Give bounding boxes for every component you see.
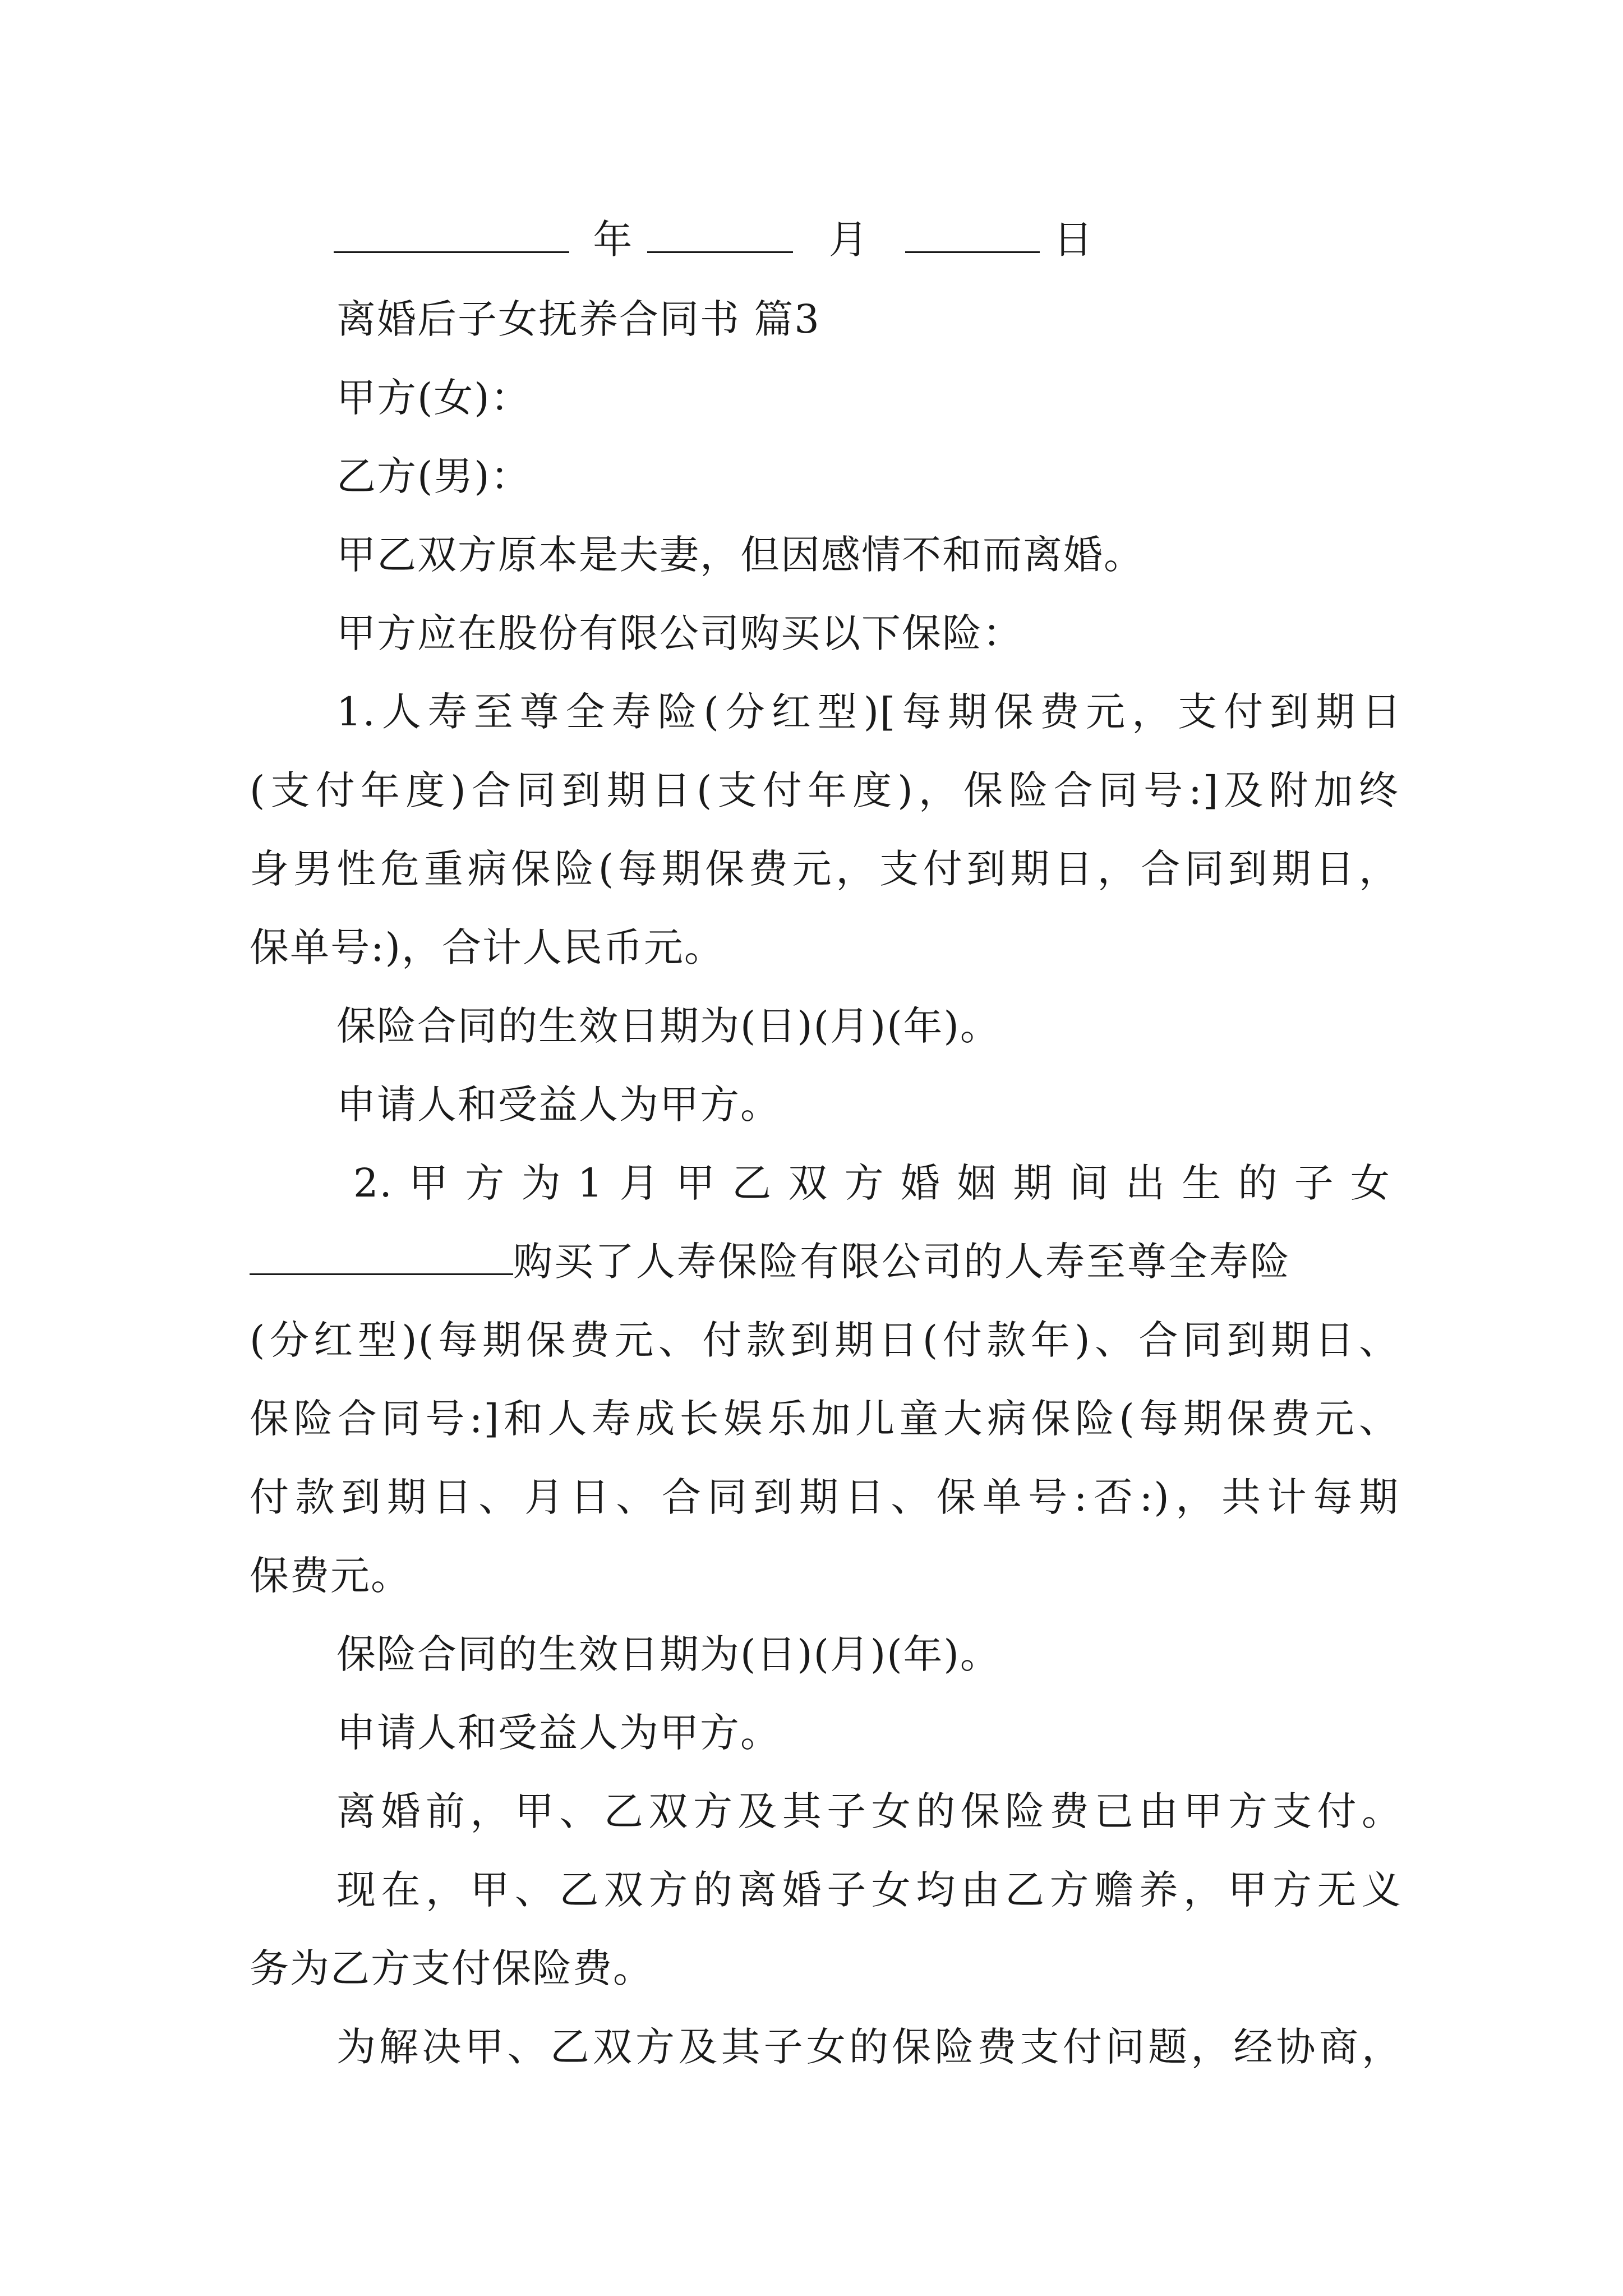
item2-line1: 2.甲方为1月甲乙双方婚姻期间出生的子女 [353, 1160, 1391, 1206]
item2-line2 [250, 1236, 1399, 1287]
item1-line3: 身男性危重病保险(每期保费元，支付到期日，合同到期日， [250, 846, 1399, 892]
day-label: 日 [1053, 217, 1094, 263]
date-line [334, 214, 1483, 265]
intro-paragraph: 甲乙双方原本是夫妻，但因感情不和而离婚。 [336, 532, 1144, 578]
purchase-paragraph: 甲方应在股份有限公司购买以下保险： [336, 610, 1023, 656]
effective-date-2: 保险合同的生效日期为(日)(月)(年)。 [336, 1631, 1000, 1677]
now-paragraph-line2: 务为乙方支付保险费。 [250, 1945, 653, 1991]
item2-line5: 付款到期日、月日、合同到期日、保单号:否:)，共计每期 [250, 1474, 1399, 1520]
month-blank [647, 218, 793, 253]
year-blank [334, 218, 569, 253]
resolve-paragraph: 为解决甲、乙双方及其子女的保险费支付问题，经协商， [336, 2024, 1402, 2070]
item2-line2-text: 购买了人寿保险有限公司的人寿至尊全寿险 [513, 1239, 1291, 1285]
party-b: 乙方(男)： [336, 453, 531, 499]
before-divorce-paragraph: 离婚前，甲、乙双方及其子女的保险费已由甲方支付。 [336, 1788, 1402, 1834]
item1-line2: (支付年度)合同到期日(支付年度)，保险合同号:]及附加终 [250, 767, 1399, 813]
item2-line3: (分红型)(每期保费元、付款到期日(付款年)、合同到期日、 [250, 1317, 1399, 1363]
beneficiary-1: 申请人和受益人为甲方。 [336, 1082, 781, 1128]
beneficiary-2: 申请人和受益人为甲方。 [336, 1710, 781, 1756]
month-label: 月 [828, 217, 869, 263]
now-paragraph-line1: 现在，甲、乙双方的离婚子女均由乙方赡养，甲方无义 [336, 1867, 1402, 1913]
item2-line4: 保险合同号:]和人寿成长娱乐加儿童大病保险(每期保费元、 [250, 1396, 1399, 1442]
party-a: 甲方(女)： [336, 375, 531, 421]
item1-line1: 1.人寿至尊全寿险(分红型)[每期保费元，支付到期日 [336, 689, 1402, 735]
day-blank [905, 218, 1040, 253]
child-name-blank [250, 1240, 513, 1275]
effective-date-1: 保险合同的生效日期为(日)(月)(年)。 [336, 1003, 1000, 1049]
item1-line4: 保单号:)，合计人民币元。 [250, 924, 725, 970]
item2-line6: 保费元。 [250, 1553, 411, 1599]
year-label: 年 [593, 217, 634, 263]
heading: 离婚后子女抚养合同书 篇3 [336, 296, 820, 342]
